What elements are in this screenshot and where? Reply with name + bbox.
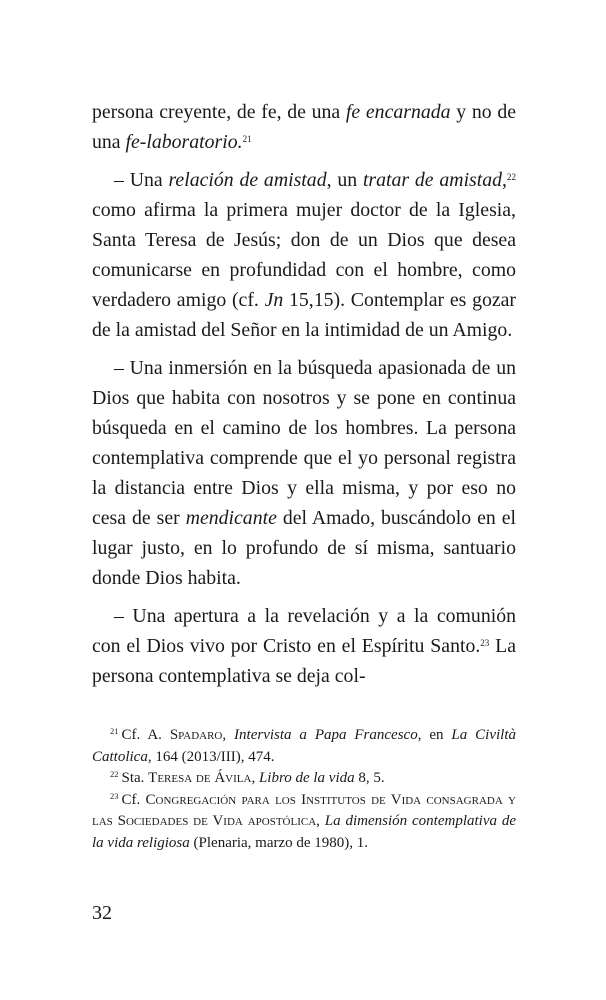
author-name: Teresa de Ávila: [148, 770, 252, 786]
text-run: – Una apertura a la revelación y a la comunión con el Dios vivo por Cristo en el Espíritu Santo.: [92, 605, 516, 657]
italic-run: La dimensión contemplativa de la vida religiosa: [92, 813, 516, 851]
text-run: como afirma la primera mujer doctor de la Iglesia, Santa Teresa de Jesús; don de un Dios que desea comunicarse en profundidad con el hombre, como verdadero amigo (cf.: [92, 199, 516, 311]
italic-run: La Civiltà Cattolica: [92, 727, 516, 765]
text-run: ,: [222, 727, 235, 743]
text-run: 8, 5.: [354, 770, 385, 786]
text-run: y no de una: [92, 101, 516, 153]
text-run: del Amado, buscándolo en el lugar justo, en lo profundo de sí misma, santuario donde Dios habita.: [92, 507, 517, 589]
footnote-number: 22: [110, 769, 119, 779]
text-run: La persona contemplativa se deja col-: [92, 635, 517, 687]
footnote-22: [92, 768, 516, 790]
text-run: Cf. A.: [121, 727, 170, 743]
main-text: [92, 97, 516, 691]
text-run: 15,15). Contemplar es gozar de la amistad del Señor en la intimidad de un Amigo.: [92, 289, 516, 341]
italic-run: fe-laboratorio.: [125, 131, 243, 153]
footnote-number: 21: [110, 726, 119, 736]
footnote-ref-22: 22: [507, 172, 516, 182]
footnote-ref-21: 21: [242, 134, 252, 144]
text-run: Cf.: [121, 791, 146, 808]
footnotes: [92, 725, 516, 854]
author-name: Spadaro: [169, 727, 223, 743]
paragraph-1: [92, 97, 516, 157]
text-run: , en: [417, 727, 452, 743]
text-run: – Una inmersión en la búsqueda apasionada de un Dios que habita con nosotros y se pone en continua búsqueda en el camino de los hombres. La persona contemplativa comprende que el yo personal registra la distancia entre Dios y ella misma, y por eso no cesa de ser: [92, 357, 516, 529]
italic-run: Libro de la vida: [258, 770, 355, 786]
text-run: , un: [326, 169, 363, 191]
italic-run: Intervista a Papa Francesco: [234, 727, 418, 743]
text-run: persona creyente, de fe, de una: [92, 101, 346, 123]
footnote-ref-23: 23: [480, 638, 490, 648]
italic-run: mendicante: [185, 507, 277, 529]
paragraph-4: [92, 601, 516, 691]
footnote-21: [92, 725, 516, 768]
text-run: (Plenaria, marzo de 1980), 1.: [189, 834, 369, 851]
paragraph-2: [92, 165, 516, 345]
italic-run: tratar de amistad: [362, 169, 503, 191]
text-run: ,: [316, 813, 325, 829]
italic-run: Jn: [264, 289, 284, 311]
text-run: , 164 (2013/III), 474.: [147, 748, 275, 765]
footnote-23: [92, 790, 516, 855]
text-run: ,: [251, 770, 259, 786]
footnote-number: 23: [110, 790, 119, 801]
page-number: 32: [92, 902, 112, 924]
italic-run: fe encarnada: [345, 101, 451, 123]
italic-run: relación de amistad: [168, 169, 327, 191]
text-run: Sta.: [121, 770, 149, 786]
text-run: – Una: [114, 169, 169, 191]
paragraph-3: [92, 353, 516, 593]
text-run: ,: [502, 169, 507, 191]
author-name: Congregación para los Institutos de Vida consagrada y las Sociedades de Vida apostólica: [92, 791, 517, 829]
